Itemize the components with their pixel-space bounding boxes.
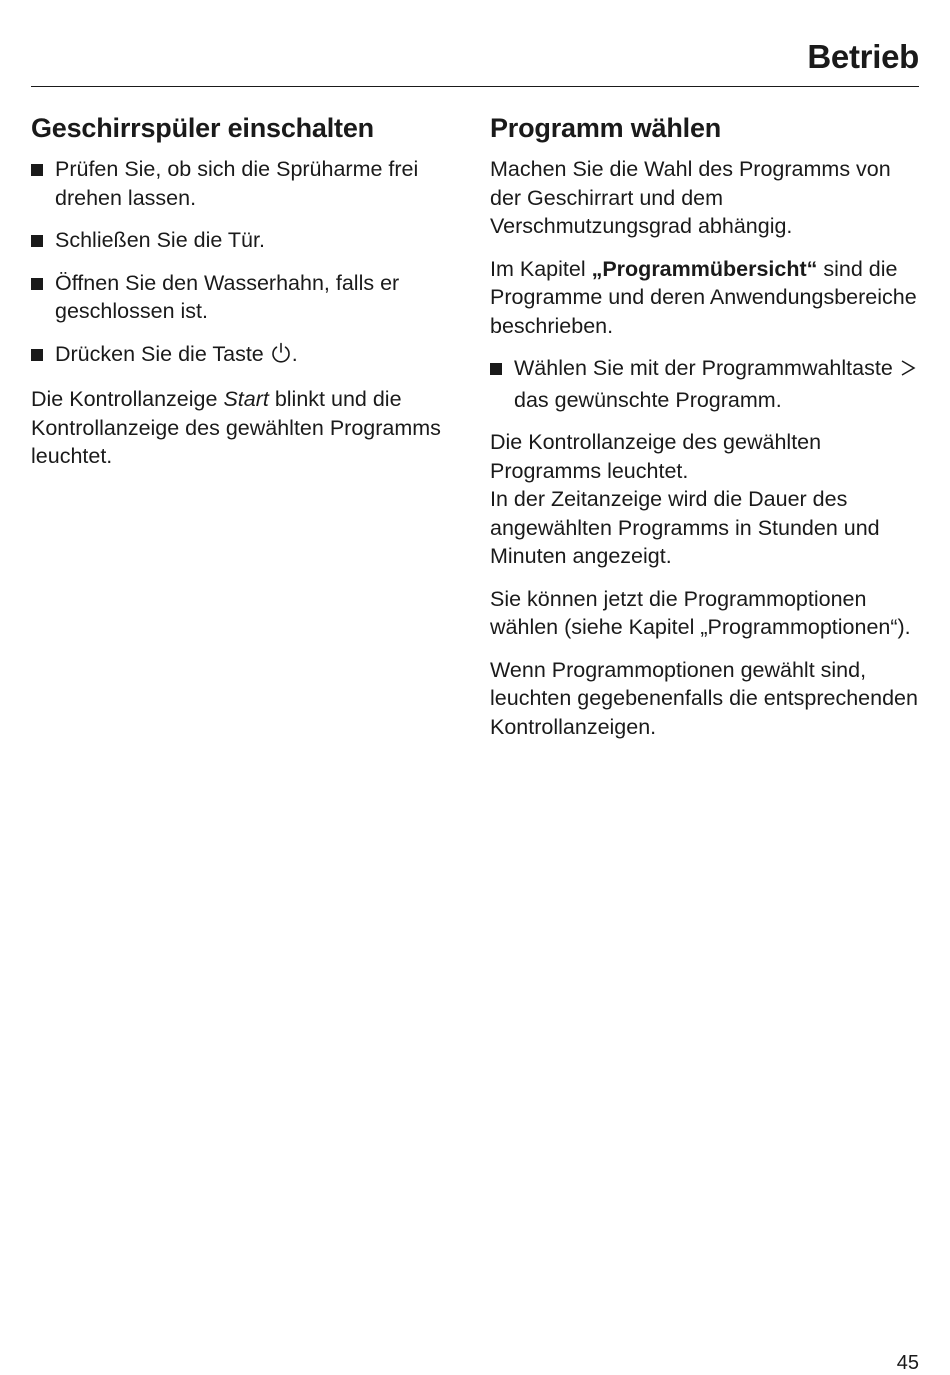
section-title: Betrieb [807,38,919,75]
page-header [31,36,919,87]
bullet-square-icon [31,349,43,361]
para-text: Im Kapitel [490,256,586,281]
para-text: blinkt und die Kontrollanzeige des gewählten Programms leuchtet. [31,387,441,468]
right-column [490,110,925,755]
page-number: 45 [896,1352,919,1374]
paragraph-reference [490,255,925,341]
list-item [490,354,925,414]
chevron-right-icon [899,357,917,386]
para-text: Die Kontrollanzeige [31,387,218,411]
paragraph: Machen Sie die Wahl des Programms von der Geschirrart und dem Verschmutzungsgrad abhängig. [490,157,891,238]
instruction-list [31,155,471,371]
bullet-square-icon [31,278,43,290]
list-item [31,155,471,212]
bullet-square-icon [490,363,502,375]
bullet-square-icon [31,164,43,176]
paragraph: Wenn Programmoptionen gewählt sind, leuchten gegebenenfalls die entsprechenden Kontrollanzeigen. [490,657,918,739]
list-item-end: . [291,341,298,366]
list-item-text: das gewünschte Programm. [514,387,782,412]
chapter-reference: „Programmübersicht“ [591,256,818,281]
power-icon [270,342,292,372]
list-item [31,226,471,255]
heading-choose-program: Programm wählen [490,113,722,143]
status-paragraph [31,385,471,471]
list-item-text: Wählen Sie mit der Programmwahltaste [514,356,893,380]
para-line: In der Zeitanzeige wird die Dauer des angewählten Programms in Stunden und Minuten angezeigt. [490,487,880,568]
heading-switch-on: Geschirrspüler einschalten [31,113,374,143]
left-column [31,110,471,485]
paragraph: Sie können jetzt die Programmoptionen wählen (siehe Kapitel „Programmoptionen“). [490,586,911,639]
list-item-text: Prüfen Sie, ob sich die Sprüharme frei drehen lassen. [55,157,419,210]
para-line: Die Kontrollanzeige des gewählten Programms leuchtet. [490,430,822,483]
list-item-text: Drücken Sie die Taste [55,341,264,366]
bullet-square-icon [31,235,43,247]
para-text: sind die Programme und deren Anwendungsbereiche beschrieben. [490,256,917,338]
indicator-name: Start [223,387,269,411]
list-item [31,340,471,372]
list-item-text: Schließen Sie die Tür. [55,228,265,252]
instruction-list [490,354,925,414]
list-item [31,269,471,326]
list-item-text: Öffnen Sie den Wasserhahn, falls er geschlossen ist. [55,270,400,323]
paragraph [490,428,925,571]
